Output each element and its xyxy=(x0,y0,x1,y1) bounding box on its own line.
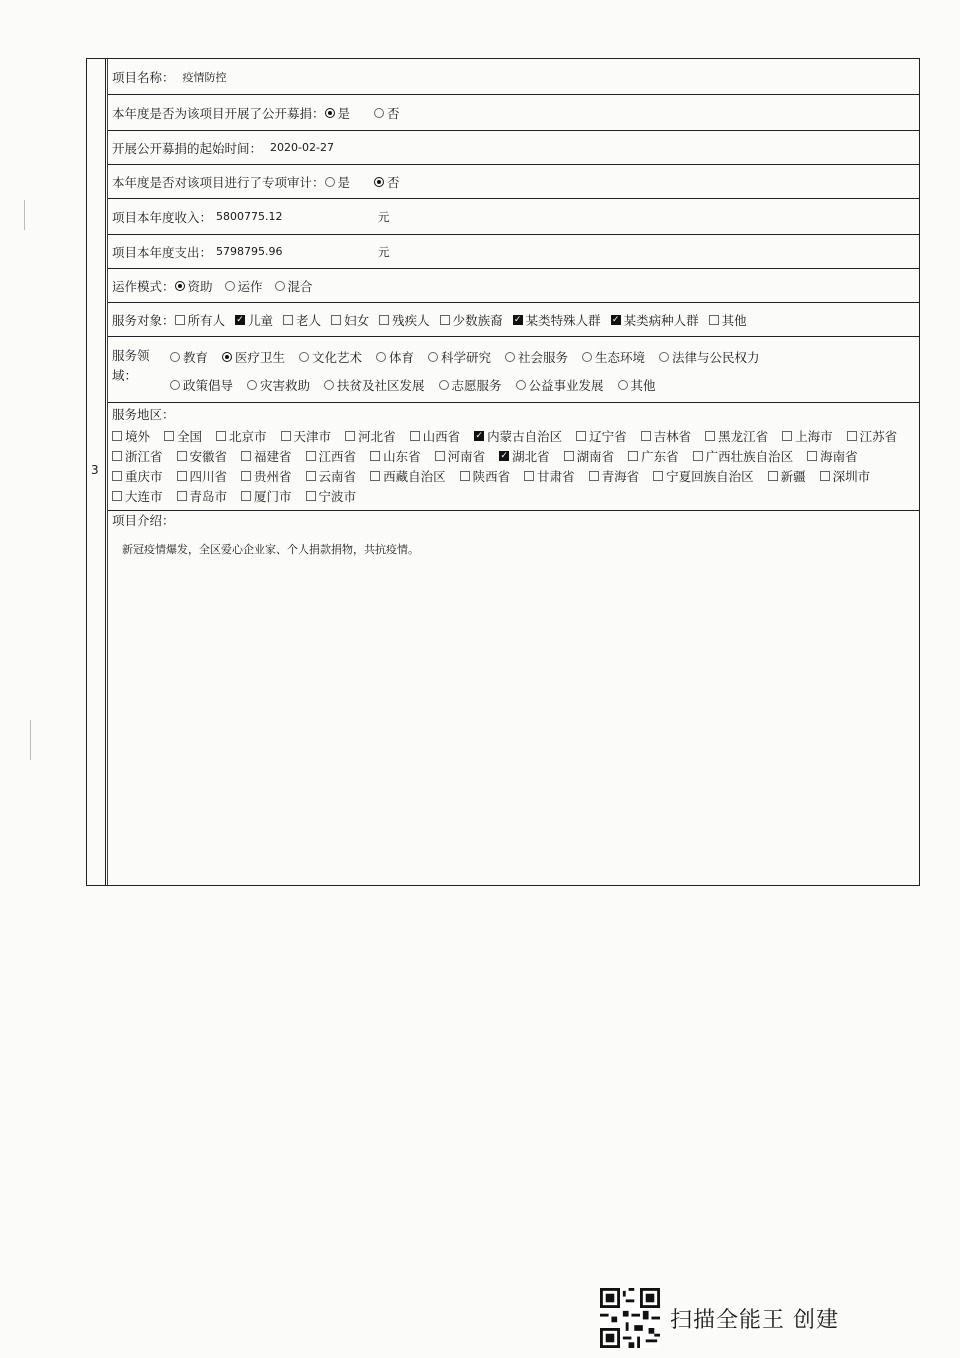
region-option[interactable]: 大连市 xyxy=(112,487,163,505)
checkbox-icon[interactable] xyxy=(807,451,817,461)
public-fundraising-yes[interactable]: 是 xyxy=(325,104,351,122)
checkbox-icon[interactable] xyxy=(281,431,291,441)
footer-text: 扫描全能王 创建 xyxy=(670,1307,839,1333)
target-option[interactable]: 所有人 xyxy=(175,311,226,329)
radio-icon[interactable] xyxy=(275,281,285,291)
checkbox-icon[interactable] xyxy=(847,431,857,441)
checkbox-icon[interactable] xyxy=(641,431,651,441)
radio-icon[interactable] xyxy=(247,380,257,390)
checkbox-icon[interactable] xyxy=(524,471,534,481)
region-option[interactable]: 深圳市 xyxy=(820,467,871,485)
field-option[interactable]: 灾害救助 xyxy=(247,376,310,394)
checkbox-icon[interactable] xyxy=(164,431,174,441)
target-option[interactable]: 少数族裔 xyxy=(440,311,503,329)
introduction-row xyxy=(108,511,919,861)
region-option[interactable]: 山西省 xyxy=(410,427,461,445)
field-option[interactable]: 社会服务 xyxy=(505,348,568,366)
region-option[interactable]: 青岛市 xyxy=(177,487,228,505)
region-option[interactable]: 天津市 xyxy=(281,427,332,445)
checkbox-icon[interactable] xyxy=(589,471,599,481)
checkbox-icon[interactable] xyxy=(112,451,122,461)
special-audit-yes[interactable]: 是 xyxy=(325,173,351,191)
income-value: 5800775.12 xyxy=(216,210,283,223)
fundraising-start-value: 2020-02-27 xyxy=(270,141,334,154)
checkbox-icon[interactable] xyxy=(241,471,251,481)
checkbox-icon[interactable]: ✓ xyxy=(513,314,522,325)
income-label: 项目本年度收入： xyxy=(112,209,213,225)
checkbox-icon[interactable] xyxy=(241,451,251,461)
checkbox-icon[interactable] xyxy=(653,471,663,481)
region-option[interactable]: 境外 xyxy=(112,427,150,445)
checkbox-icon[interactable] xyxy=(768,471,778,481)
checkbox-icon[interactable] xyxy=(306,451,316,461)
checkbox-icon[interactable] xyxy=(112,471,122,481)
region-option[interactable]: 湖南省 xyxy=(564,447,615,465)
region-option[interactable]: ✓ 湖北省 xyxy=(500,449,550,464)
region-option[interactable]: 陕西省 xyxy=(460,467,511,485)
target-option[interactable]: ✓ 某类病种人群 xyxy=(611,312,699,328)
service-targets-label: 服务对象： xyxy=(112,312,175,328)
region-option[interactable]: 宁波市 xyxy=(306,487,357,505)
checkbox-icon[interactable] xyxy=(435,451,445,461)
checkbox-icon[interactable]: ✓ xyxy=(475,431,483,441)
radio-icon[interactable] xyxy=(222,352,232,362)
region-option[interactable]: 上海市 xyxy=(782,427,833,445)
scan-mark xyxy=(30,720,31,760)
radio-icon[interactable] xyxy=(505,352,515,362)
field-option[interactable]: 体育 xyxy=(376,348,414,366)
radio-icon[interactable] xyxy=(299,352,309,362)
checkbox-icon[interactable] xyxy=(709,315,719,325)
radio-icon[interactable] xyxy=(325,108,335,118)
radio-icon[interactable] xyxy=(175,281,185,291)
radio-icon[interactable] xyxy=(170,380,180,390)
checkbox-icon[interactable] xyxy=(306,471,316,481)
operation-mode-label: 运作模式： xyxy=(112,278,175,294)
checkbox-icon[interactable] xyxy=(564,451,574,461)
region-option[interactable]: 甘肃省 xyxy=(524,467,575,485)
region-option[interactable]: 广东省 xyxy=(628,447,679,465)
field-option[interactable]: 科学研究 xyxy=(428,348,491,366)
region-option[interactable]: 云南省 xyxy=(306,467,357,485)
region-option[interactable]: 广西壮族自治区 xyxy=(693,447,794,465)
special-audit-row xyxy=(108,165,919,199)
public-fundraising-no[interactable]: 否 xyxy=(374,104,400,122)
checkbox-icon[interactable]: ✓ xyxy=(611,314,620,325)
field-option[interactable]: 医疗卫生 xyxy=(222,348,285,366)
field-option[interactable]: 政策倡导 xyxy=(170,376,233,394)
target-option[interactable]: 其他 xyxy=(709,311,747,329)
operation-mode-mixed[interactable]: 混合 xyxy=(275,277,313,295)
checkbox-icon[interactable] xyxy=(820,471,830,481)
radio-icon[interactable] xyxy=(428,352,438,362)
checkbox-icon[interactable] xyxy=(440,315,450,325)
checkbox-icon[interactable] xyxy=(576,431,586,441)
region-option[interactable]: 重庆市 xyxy=(112,467,163,485)
introduction-label: 项目介绍： xyxy=(112,513,175,528)
income-row xyxy=(108,199,919,235)
public-fundraising-row xyxy=(108,95,919,131)
region-option[interactable]: 贵州省 xyxy=(241,467,292,485)
region-option[interactable]: 福建省 xyxy=(241,447,292,465)
checkbox-icon[interactable] xyxy=(112,431,122,441)
row-number: 3 xyxy=(91,463,99,477)
expense-label: 项目本年度支出： xyxy=(112,244,213,260)
qr-code-icon xyxy=(600,1288,660,1348)
region-option[interactable]: 江西省 xyxy=(306,447,357,465)
checkbox-icon[interactable]: ✓ xyxy=(500,451,508,461)
checkbox-icon[interactable] xyxy=(331,315,341,325)
radio-icon[interactable] xyxy=(516,380,526,390)
region-option[interactable]: 北京市 xyxy=(216,427,267,445)
field-option[interactable]: 其他 xyxy=(618,376,656,394)
income-unit: 元 xyxy=(378,209,390,224)
region-option[interactable]: 厦门市 xyxy=(241,487,292,505)
checkbox-icon[interactable] xyxy=(216,431,226,441)
region-option[interactable]: 山东省 xyxy=(370,447,421,465)
target-option[interactable]: 残疾人 xyxy=(379,311,430,329)
region-option[interactable]: 全国 xyxy=(164,427,202,445)
radio-icon[interactable] xyxy=(324,380,334,390)
region-option[interactable]: 安徽省 xyxy=(177,447,228,465)
row-number-column xyxy=(87,59,106,885)
service-fields-row xyxy=(108,337,919,403)
checkbox-icon[interactable] xyxy=(460,471,470,481)
radio-icon[interactable] xyxy=(618,380,628,390)
public-fundraising-label: 本年度是否为该项目开展了公开募捐： xyxy=(112,105,325,121)
project-name-value: 疫情防控 xyxy=(182,70,227,84)
fundraising-start-row xyxy=(108,131,919,165)
checkbox-icon[interactable] xyxy=(177,451,187,461)
region-option[interactable]: 四川省 xyxy=(177,467,228,485)
special-audit-no[interactable]: 否 xyxy=(374,173,400,191)
fundraising-start-label: 开展公开募捐的起始时间： xyxy=(112,140,263,156)
checkbox-icon[interactable] xyxy=(379,315,389,325)
expense-row xyxy=(108,235,919,269)
service-targets-row xyxy=(108,303,919,337)
field-option[interactable]: 文化艺术 xyxy=(299,348,362,366)
region-option[interactable]: 新疆 xyxy=(768,467,806,485)
region-option[interactable]: 西藏自治区 xyxy=(370,467,446,485)
checkbox-icon[interactable] xyxy=(782,431,792,441)
checkbox-icon[interactable] xyxy=(628,451,638,461)
region-option[interactable]: 河南省 xyxy=(435,447,486,465)
region-option[interactable]: 辽宁省 xyxy=(576,427,627,445)
radio-icon[interactable] xyxy=(659,352,669,362)
radio-icon[interactable] xyxy=(439,380,449,390)
project-name-row xyxy=(108,59,919,95)
expense-value: 5798795.96 xyxy=(216,245,283,258)
radio-icon[interactable] xyxy=(374,108,384,118)
expense-unit: 元 xyxy=(378,244,390,259)
checkbox-icon[interactable] xyxy=(370,451,380,461)
checkbox-icon[interactable] xyxy=(705,431,715,441)
special-audit-label: 本年度是否对该项目进行了专项审计： xyxy=(112,174,325,190)
region-option[interactable]: 宁夏回族自治区 xyxy=(653,467,754,485)
field-option[interactable]: 志愿服务 xyxy=(439,376,502,394)
checkbox-icon[interactable] xyxy=(410,431,420,441)
operation-mode-operate[interactable]: 运作 xyxy=(225,277,263,295)
region-option[interactable]: 青海省 xyxy=(589,467,640,485)
footer-watermark xyxy=(600,1288,839,1348)
checkbox-icon[interactable] xyxy=(112,491,122,501)
checkbox-icon[interactable] xyxy=(345,431,355,441)
radio-icon[interactable] xyxy=(225,281,235,291)
scan-mark xyxy=(24,200,25,230)
field-option[interactable]: 公益事业发展 xyxy=(516,376,604,394)
target-option[interactable]: ✓ 某类特殊人群 xyxy=(513,312,601,328)
checkbox-icon[interactable]: ✓ xyxy=(236,314,244,325)
field-option[interactable]: 教育 xyxy=(170,348,208,366)
checkbox-icon[interactable] xyxy=(283,315,293,325)
target-option[interactable]: 妇女 xyxy=(331,311,369,329)
project-form xyxy=(86,58,920,886)
checkbox-icon[interactable] xyxy=(306,491,316,501)
checkbox-icon[interactable] xyxy=(177,471,187,481)
operation-mode-fund[interactable]: 资助 xyxy=(175,277,213,295)
radio-icon[interactable] xyxy=(325,177,335,187)
region-option[interactable]: ✓ 内蒙古自治区 xyxy=(475,429,563,444)
radio-icon[interactable] xyxy=(374,177,384,187)
region-option[interactable]: 吉林省 xyxy=(641,427,692,445)
service-fields-label: 服务领域： xyxy=(112,347,150,383)
field-option[interactable]: 扶贫及社区发展 xyxy=(324,376,425,394)
service-regions-label: 服务地区： xyxy=(112,407,175,422)
checkbox-icon[interactable] xyxy=(241,491,251,501)
project-name-label: 项目名称： xyxy=(112,69,175,85)
form-rows xyxy=(108,59,919,885)
checkbox-icon[interactable] xyxy=(175,315,185,325)
checkbox-icon[interactable] xyxy=(370,471,380,481)
region-option[interactable]: 黑龙江省 xyxy=(705,427,768,445)
region-option[interactable]: 江苏省 xyxy=(847,427,898,445)
introduction-text: 新冠疫情爆发，全区爱心企业家、个人捐款捐物，共抗疫情。 xyxy=(122,543,419,556)
checkbox-icon[interactable] xyxy=(177,491,187,501)
radio-icon[interactable] xyxy=(376,352,386,362)
radio-icon[interactable] xyxy=(582,352,592,362)
target-option[interactable]: ✓ 儿童 xyxy=(236,312,274,328)
operation-mode-row xyxy=(108,269,919,303)
region-option[interactable]: 海南省 xyxy=(807,447,858,465)
region-option[interactable]: 河北省 xyxy=(345,427,396,445)
field-option[interactable]: 生态环境 xyxy=(582,348,645,366)
region-option[interactable]: 浙江省 xyxy=(112,447,163,465)
regions-list xyxy=(112,427,902,505)
radio-icon[interactable] xyxy=(170,352,180,362)
target-option[interactable]: 老人 xyxy=(283,311,321,329)
service-regions-row xyxy=(108,403,919,511)
field-option[interactable]: 法律与公民权力 xyxy=(659,348,760,366)
checkbox-icon[interactable] xyxy=(693,451,703,461)
